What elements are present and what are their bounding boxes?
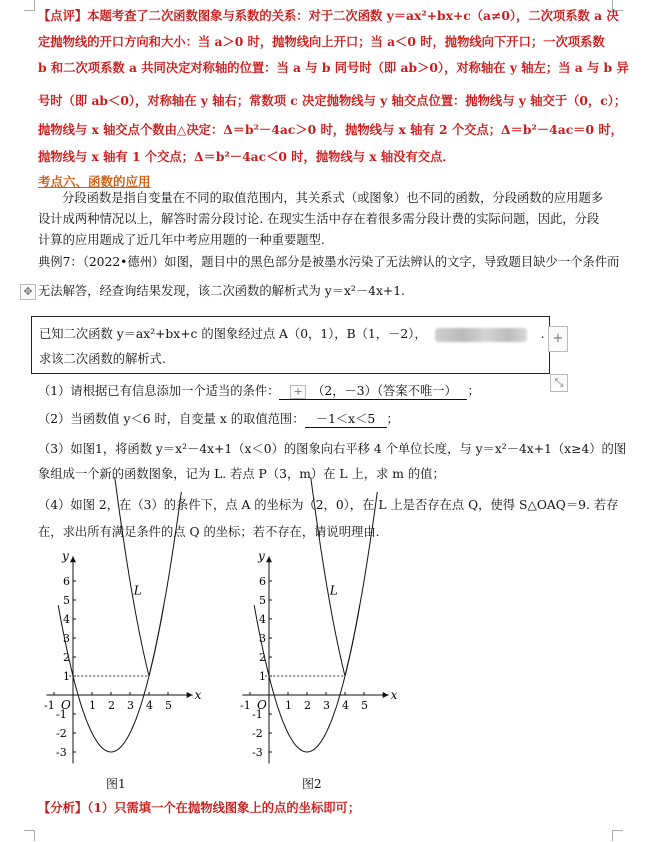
y-tick-label: 6 [259,575,266,588]
question-2-text: （2）当函数值 y＜6 时，自变量 x 的取值范围： [38,412,305,426]
x-tick-label: 4 [342,699,349,712]
x-tick-label: -1 [44,699,55,712]
question-4-line-1: （4）如图 2，在（3）的条件下，点 A 的坐标为（2，0），在 L 上是否存在点 Q，使得 S△OAQ＝9. 若存 [38,498,619,512]
parabola [254,605,360,752]
x-tick-label: 3 [323,699,330,712]
comment-line-2: 定抛物线的开口方向和大小：当 a＞0 时，抛物线向上开口；当 a＜0 时，抛物线向下开口；一次项系数 [38,34,605,49]
y-tick-label: -2 [56,727,67,740]
page-corner-bottom-right [612,830,623,841]
problem-box-line-1 [39,324,545,342]
x-tick-label: 5 [361,699,368,712]
x-tick-label: 4 [146,699,153,712]
problem-box-line-1-end: . [540,327,545,341]
resize-handle[interactable]: ⤡ [550,374,568,392]
x-axis-arrow [383,692,389,698]
y-tick-label: -2 [252,727,263,740]
question-2-suffix: ； [386,412,399,426]
problem-box-line-1-text: 已知二次函数 y＝ax²+bx+c 的图象经过点 A（0，1），B（1，－2）， [39,327,427,341]
add-button[interactable]: + [548,326,568,352]
move-handle[interactable]: ✥ [20,284,36,300]
y-tick-label: 1 [259,670,266,683]
x-tick-label: -1 [240,699,251,712]
y-tick-label: 5 [63,594,70,607]
comment-line-1: 【点评】本题考查了二次函数图象与系数的关系：对于二次函数 y＝ax²+bx+c（a≠0），二次项系数 a 决 [38,8,619,23]
page-corner-bottom-left [24,830,35,841]
x-tick-label: 5 [165,699,172,712]
example-intro-text: 典例7：（2022•德州）如图，题目中的黑色部分是被墨水污染了无法辨认的文字，导致题目缺少一个条件而 [38,255,620,269]
question-2-answer: －1＜x＜5 [305,409,387,428]
comment-line-4: 号时（即 ab＜0），对称轴在 y 轴右；常数项 c 决定抛物线与 y 轴交点位置：抛物线与 y 轴交于（0，c）； [38,93,627,108]
figure-1-graph [36,545,202,760]
problem-box-line-2: 求该二次函数的解析式. [39,352,166,366]
x-axis-label: x [390,688,398,702]
analysis-text: 【分析】（1）只需填一个在抛物线图象上的点的坐标即可； [38,800,361,815]
y-axis-label: y [258,549,265,564]
right-branch [149,492,181,676]
y-tick-label: 4 [63,613,70,626]
question-1-text: （1）请根据已有信息添加一个适当的条件： [38,384,280,398]
question-1-answer-text: （2，－3）（答案不唯一） [312,384,457,398]
y-axis-arrow [70,556,76,562]
y-tick-label: 4 [259,613,266,626]
comment-line-6: 抛物线与 x 轴有 1 个交点；Δ＝b²－4ac＜0 时，抛物线与 x 轴没有交点． [38,149,455,164]
x-tick-label: 1 [89,699,96,712]
y-tick-label: -1 [56,708,67,721]
figure-1-caption: 图1 [106,777,126,791]
section-title: 考点六、函数的应用 [38,174,151,189]
curve-label: L [133,583,142,598]
y-tick-label: 2 [63,651,70,664]
ink-blot [435,328,527,342]
y-tick-label: 1 [63,670,70,683]
right-branch [345,492,377,676]
y-tick-label: 3 [259,632,266,645]
x-tick-label: 1 [285,699,292,712]
curve-label: L [329,583,338,598]
x-axis-label: x [194,688,202,702]
origin-label: O [61,698,71,712]
parabola [58,605,164,752]
y-tick-label: 5 [259,594,266,607]
y-tick-label: -3 [252,746,263,759]
x-tick-label: 2 [108,699,115,712]
y-axis-arrow [266,556,272,562]
add-inline-button[interactable]: + [290,385,306,399]
problem-box [31,316,550,374]
comment-line-5: 抛物线与 x 轴交点个数由△决定：Δ＝b²－4ac＞0 时，抛物线与 x 轴有 2 个交点；Δ＝b²－4ac＝0 时， [38,122,623,137]
y-tick-label: -3 [56,746,67,759]
question-1-suffix: ； [467,384,480,398]
x-tick-label: 2 [304,699,311,712]
question-1-answer [279,381,467,400]
page-corner-top-left [24,0,35,11]
y-axis-label: y [62,549,69,564]
question-4-line-2: 在，求出所有满足条件的点 Q 的坐标；若不存在，请说明理由. [38,525,380,539]
y-tick-label: -1 [252,708,263,721]
x-axis-arrow [187,692,193,698]
x-tick-label: 3 [127,699,134,712]
origin-label: O [257,698,267,712]
figure-2-graph [232,545,398,760]
example-intro [38,254,619,270]
question-2 [38,409,399,428]
comment-line-3: b 和二次项系数 a 共同决定对称轴的位置：当 a 与 b 同号时（即 ab＞0），对称轴在 y 轴左；当 a 与 b 异 [38,60,629,75]
question-1 [38,381,480,400]
y-tick-label: 6 [63,575,70,588]
example-intro-2: 无法解答，经查询结果发现，该二次函数的解析式为 y＝x²－4x+1. [38,284,405,298]
section-paragraph: 分段函数是指自变量在不同的取值范围内，其关系式（或图象）也不同的函数，分段函数的应用题多设计成两种情况以上，解答时需分段讨论. 在现实生活中存在着很多需分段计费的实际问题，因此，分段计算的应用题成了近几年中考应用题的一种重要题型. [38,191,604,247]
question-3-line-1: （3）如图1，将函数 y＝x²－4x+1（x＜0）的图象向右平移 4 个单位长度，与 y＝x²－4x+1（x≥4）的图 [38,442,627,456]
figure-2-caption: 图2 [302,777,322,791]
y-tick-label: 3 [63,632,70,645]
question-3-line-2: 象组成一个新的函数图象，记为 L. 若点 P（3，m）在 L 上，求 m 的值； [38,467,445,481]
y-tick-label: 2 [259,651,266,664]
